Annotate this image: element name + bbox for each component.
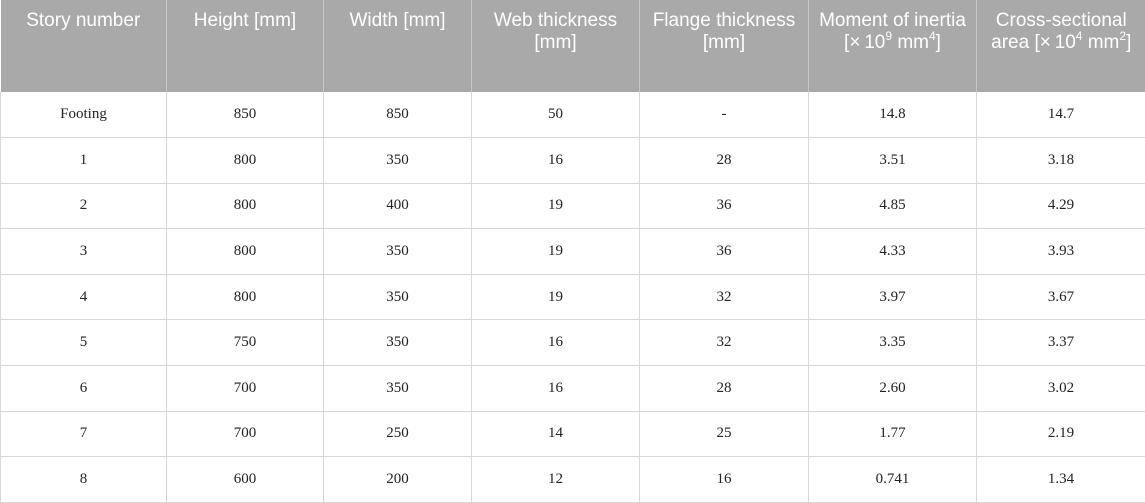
cell-flange-thickness: 28 [640,138,809,184]
header-moment-of-inertia [809,0,977,92]
cell-height: 800 [167,183,324,229]
cell-flange-thickness: 36 [640,229,809,275]
csa-unit: mm [1082,32,1120,53]
moi-unit: mm [892,32,929,53]
cell-story-number: 3 [1,229,167,275]
cell-width: 250 [324,411,472,457]
cell-cross-sectional-area: 2.19 [977,411,1145,457]
table-row [1,229,1145,275]
header-moment-of-inertia-label [815,0,970,54]
cell-cross-sectional-area: 3.37 [977,320,1145,366]
cell-web-thickness: 50 [472,92,640,138]
table-row [1,183,1145,229]
moi-text: Moment of inertia [× 10 [819,10,966,53]
cell-web-thickness: 16 [472,320,640,366]
cell-cross-sectional-area: 3.18 [977,138,1145,184]
cell-cross-sectional-area: 1.34 [977,457,1145,503]
table-row [1,457,1145,503]
cell-height: 800 [167,138,324,184]
cell-web-thickness: 12 [472,457,640,503]
cell-width: 350 [324,138,472,184]
cell-width: 400 [324,183,472,229]
cell-width: 350 [324,229,472,275]
cell-story-number: 6 [1,366,167,412]
cell-cross-sectional-area: 3.93 [977,229,1145,275]
cell-flange-thickness: 36 [640,183,809,229]
cell-story-number: 8 [1,457,167,503]
cell-flange-thickness: 32 [640,320,809,366]
cell-height: 800 [167,274,324,320]
cell-moment-of-inertia: 3.51 [809,138,977,184]
cell-moment-of-inertia: 2.60 [809,366,977,412]
header-height [167,0,324,92]
header-story-number [1,0,167,92]
header-flange-thickness-label: Flange thickness [mm] [652,10,796,53]
header-row [1,0,1145,92]
cell-web-thickness: 14 [472,411,640,457]
cell-story-number: 2 [1,183,167,229]
moi-close: ] [935,32,941,53]
cell-width: 850 [324,92,472,138]
cell-moment-of-inertia: 3.35 [809,320,977,366]
header-story-number-label: Story number [26,10,141,31]
cell-flange-thickness: 16 [640,457,809,503]
table-header [1,0,1145,92]
cell-height: 600 [167,457,324,503]
header-cross-sectional-area [977,0,1145,92]
cell-flange-thickness: 32 [640,274,809,320]
cell-moment-of-inertia: 14.8 [809,92,977,138]
table-row [1,366,1145,412]
cell-height: 700 [167,411,324,457]
cell-moment-of-inertia: 3.97 [809,274,977,320]
header-width [324,0,472,92]
csa-text: Cross-sectional area [× 10 [991,10,1127,53]
csa-unit-exponent: 2 [1119,28,1127,43]
cell-width: 350 [324,320,472,366]
table-row [1,411,1145,457]
cell-width: 350 [324,366,472,412]
cell-height: 800 [167,229,324,275]
table-row [1,274,1145,320]
csa-exponent: 4 [1075,28,1083,43]
cell-height: 700 [167,366,324,412]
cell-web-thickness: 19 [472,229,640,275]
cell-moment-of-inertia: 0.741 [809,457,977,503]
cell-cross-sectional-area: 4.29 [977,183,1145,229]
cell-moment-of-inertia: 1.77 [809,411,977,457]
header-width-label: Width [mm] [349,10,446,31]
cell-story-number: 7 [1,411,167,457]
cell-web-thickness: 16 [472,366,640,412]
header-flange-thickness [640,0,809,92]
cell-moment-of-inertia: 4.33 [809,229,977,275]
table-row [1,92,1145,138]
cell-web-thickness: 16 [472,138,640,184]
header-web-thickness-label: Web thickness [mm] [493,10,618,53]
header-height-label: Height [mm] [193,10,297,31]
cell-height: 750 [167,320,324,366]
cell-web-thickness: 19 [472,274,640,320]
csa-close: ] [1126,32,1132,53]
cell-height: 850 [167,92,324,138]
cell-flange-thickness: 25 [640,411,809,457]
moi-exponent: 9 [885,28,893,43]
header-cross-sectional-area-label [983,0,1140,54]
cell-story-number: 5 [1,320,167,366]
table-body [1,92,1145,502]
cell-web-thickness: 19 [472,183,640,229]
cell-flange-thickness: 28 [640,366,809,412]
cell-cross-sectional-area: 3.02 [977,366,1145,412]
cell-cross-sectional-area: 3.67 [977,274,1145,320]
cell-cross-sectional-area: 14.7 [977,92,1145,138]
table-row [1,138,1145,184]
moi-unit-exponent: 4 [928,28,936,43]
table-row [1,320,1145,366]
cell-story-number: 4 [1,274,167,320]
cell-width: 200 [324,457,472,503]
cell-story-number: 1 [1,138,167,184]
header-web-thickness [472,0,640,92]
cell-story-number: Footing [1,92,167,138]
cell-width: 350 [324,274,472,320]
cell-moment-of-inertia: 4.85 [809,183,977,229]
cell-flange-thickness: - [640,92,809,138]
